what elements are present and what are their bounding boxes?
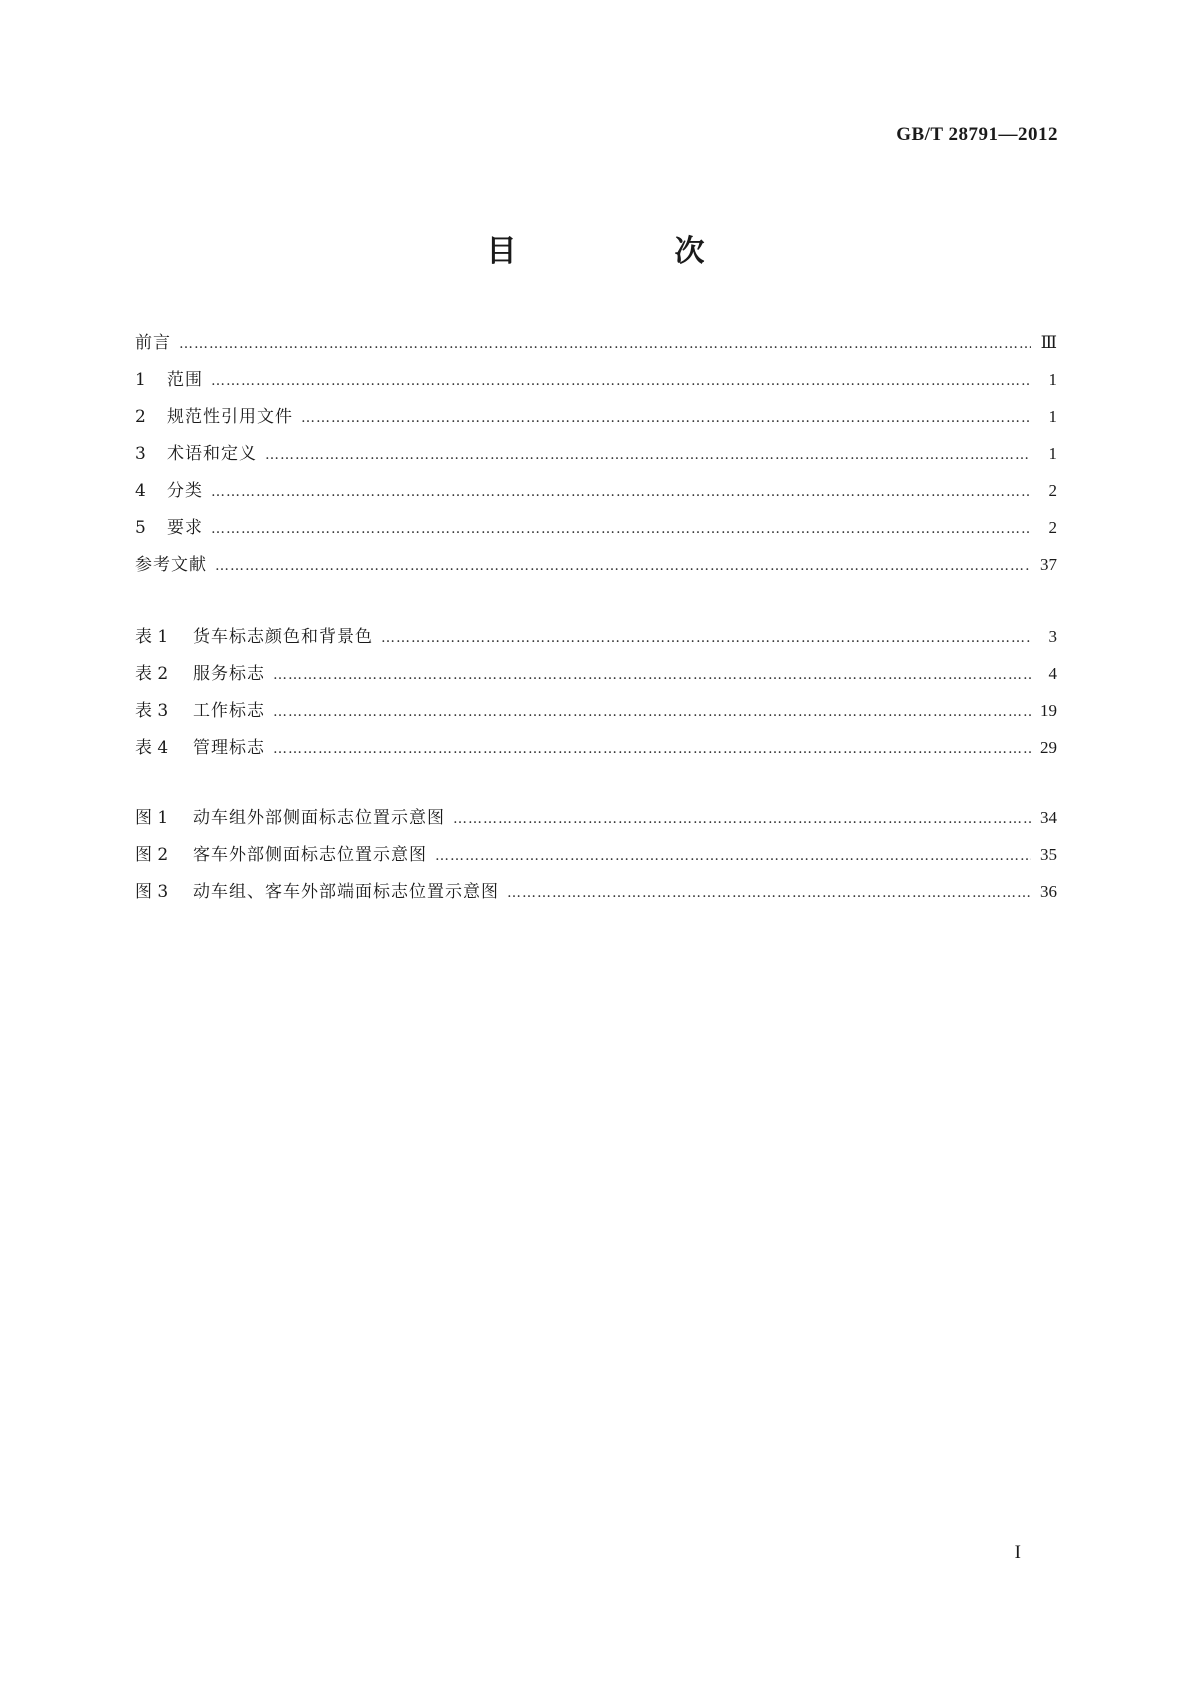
toc-entry-figure-3[interactable] [135,877,1057,914]
toc-entry-title: 货车标志颜色和背景色 [193,627,373,647]
toc-dot-leader [507,885,1031,901]
toc-entry-title: 动车组外部侧面标志位置示意图 [193,808,445,828]
toc-dot-leader [273,741,1031,757]
toc-entry-terms-definitions[interactable] [135,439,1057,476]
toc-entry-classification[interactable] [135,476,1057,513]
toc-entry-number: 表 1 [135,627,169,647]
toc-entry-requirements[interactable] [135,513,1057,550]
toc-entry-number: 2 [135,407,146,427]
toc-entry-number: 3 [135,444,146,464]
toc-entry-title: 前言 [135,333,171,353]
toc-entry-normative-references[interactable] [135,402,1057,439]
toc-entry-figure-2[interactable] [135,840,1057,877]
toc-entry-number: 表 2 [135,664,169,684]
toc-page-number: 4 [1048,664,1057,683]
page-title: 目 次 [486,234,769,269]
page-number: I [1014,1542,1021,1563]
toc-page-number: 35 [1040,845,1057,864]
toc-entry-title: 工作标志 [193,701,265,721]
toc-dot-leader [215,558,1031,574]
toc-entry-table-1[interactable] [135,622,1057,659]
toc-dot-leader [453,811,1031,827]
toc-page-number: 3 [1048,627,1057,646]
toc-entry-title: 分类 [167,481,203,501]
toc-main-list [135,328,1057,587]
toc-entry-foreword[interactable] [135,328,1057,365]
toc-entry-bibliography[interactable] [135,550,1057,587]
toc-page-number: 19 [1040,701,1057,720]
toc-page-number: 29 [1040,738,1057,757]
standard-number: GB/T 28791—2012 [896,124,1058,145]
toc-entry-number: 图 1 [135,808,169,828]
toc-page-number: 37 [1040,555,1057,574]
toc-page-number: 2 [1048,518,1057,537]
toc-entry-title: 范围 [167,370,203,390]
toc-entry-scope[interactable] [135,365,1057,402]
toc-entry-number: 表 4 [135,738,169,758]
toc-entry-number: 4 [135,481,146,501]
toc-entry-number: 图 2 [135,845,169,865]
toc-entry-number: 5 [135,518,146,538]
toc-figures-list [135,803,1057,914]
toc-entry-title: 客车外部侧面标志位置示意图 [193,845,427,865]
toc-dot-leader [381,630,1031,646]
toc-entry-title: 动车组、客车外部端面标志位置示意图 [193,882,499,902]
toc-page-number: 36 [1040,882,1057,901]
toc-entry-number: 1 [135,370,146,390]
toc-dot-leader [435,848,1031,864]
toc-entry-table-3[interactable] [135,696,1057,733]
toc-entry-title: 管理标志 [193,738,265,758]
toc-page-number: 1 [1048,444,1057,463]
toc-entry-table-4[interactable] [135,733,1057,770]
toc-page-number: 34 [1040,808,1057,827]
toc-dot-leader [179,336,1031,352]
toc-dot-leader [265,447,1031,463]
toc-dot-leader [301,410,1031,426]
toc-dot-leader [211,521,1031,537]
toc-page-number: 2 [1048,481,1057,500]
toc-entry-title: 服务标志 [193,664,265,684]
toc-dot-leader [273,667,1031,683]
toc-entry-title: 规范性引用文件 [167,407,293,427]
toc-dot-leader [211,484,1031,500]
toc-dot-leader [211,373,1031,389]
toc-entry-title: 参考文献 [135,555,207,575]
toc-tables-list [135,622,1057,770]
toc-page-number: 1 [1048,370,1057,389]
toc-entry-figure-1[interactable] [135,803,1057,840]
toc-entry-number: 表 3 [135,701,169,721]
toc-page-number: Ⅲ [1040,333,1057,352]
toc-dot-leader [273,704,1031,720]
toc-entry-table-2[interactable] [135,659,1057,696]
toc-entry-title: 要求 [167,518,203,538]
toc-entry-title: 术语和定义 [167,444,257,464]
toc-entry-number: 图 3 [135,882,169,902]
toc-page-number: 1 [1048,407,1057,426]
